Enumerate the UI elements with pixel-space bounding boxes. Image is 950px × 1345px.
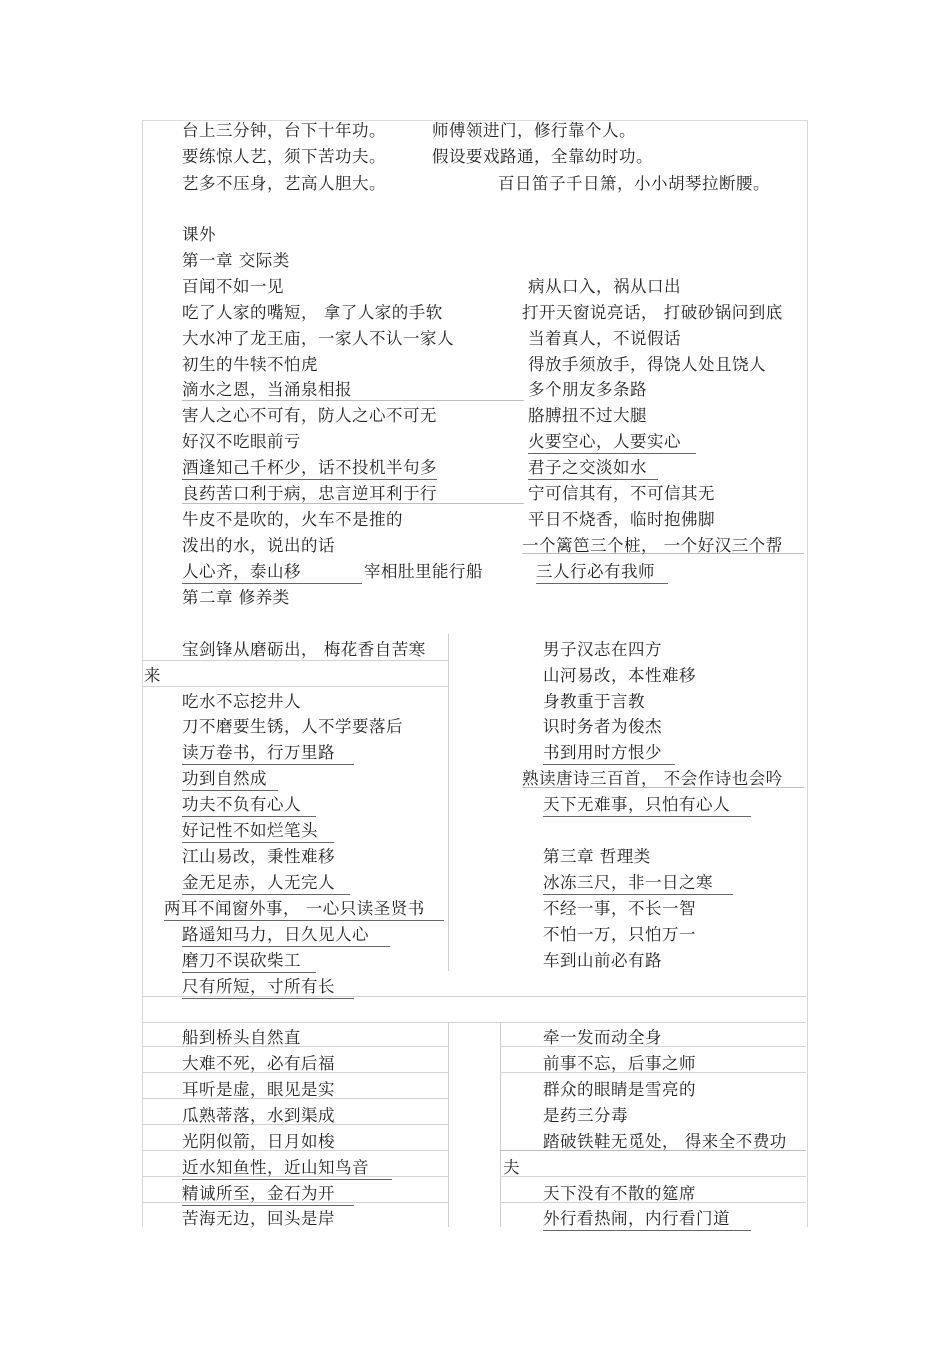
proverb: 良药苦口利于病，忠言逆耳利于行 [182, 484, 437, 503]
proverb: 车到山前必有路 [543, 951, 662, 970]
proverb: 好汉不吃眼前亏 [182, 432, 301, 451]
proverb: 尺有所短，寸所有长 [182, 977, 354, 999]
proverb: 吃了人家的嘴短， 拿了人家的手软 [182, 303, 443, 322]
proverb: 天下无难事，只怕有心人 [543, 795, 751, 817]
proverb: 火要空心，人要实心 [528, 432, 696, 454]
proverb: 冰冻三尺，非一日之寒 [543, 873, 733, 895]
proverb: 牵一发而动全身 [543, 1028, 662, 1047]
proverb: 酒逢知己千杯少，话不投机半句多 [182, 458, 437, 480]
proverb: 功夫不负有心人 [182, 795, 316, 817]
proverb: 天下没有不散的筵席 [543, 1184, 696, 1203]
chapter-title: 第二章 修养类 [182, 588, 290, 607]
proverb: 多个朋友多条路 [528, 380, 647, 399]
proverb: 人心齐，泰山移 [182, 562, 362, 584]
divider [500, 1176, 806, 1177]
proverb: 泼出的水，说出的话 [182, 536, 335, 555]
divider [142, 1022, 806, 1023]
proverb: 百闻不如一见 [182, 277, 284, 296]
proverb: 初生的牛犊不怕虎 [182, 355, 318, 374]
proverb: 滴水之恩，当涌泉相报 [182, 380, 352, 399]
text-line: 百日笛子千日箫，小小胡琴拉断腰。 [498, 174, 770, 193]
proverb: 是药三分毒 [543, 1106, 628, 1125]
proverb: 君子之交淡如水 [528, 458, 658, 480]
proverb: 读万卷书，行万里路 [182, 743, 354, 765]
proverb: 大难不死，必有后福 [182, 1054, 335, 1073]
proverb: 金无足赤，人无完人 [182, 873, 350, 895]
section-label: 课外 [182, 225, 216, 244]
text-line: 要练惊人艺，须下苦功夫。 [182, 147, 386, 166]
proverb: 外行看热闹，内行看门道 [543, 1209, 751, 1231]
proverb: 不怕一万，只怕万一 [543, 925, 696, 944]
proverb: 平日不烧香，临时抱佛脚 [528, 510, 715, 529]
proverb: 精诚所至，金石为开 [182, 1184, 354, 1206]
proverb: 苦海无边，回头是岸 [182, 1209, 335, 1228]
proverb: 得放手须放手，得饶人处且饶人 [528, 355, 766, 374]
divider [448, 1022, 449, 1227]
proverb: 磨刀不误砍柴工 [182, 951, 316, 973]
proverb: 病从口入，祸从口出 [528, 277, 681, 296]
proverb: 吃水不忘挖井人 [182, 692, 301, 711]
proverb: 识时务者为俊杰 [543, 717, 662, 736]
proverb: 书到用时方恨少 [543, 743, 675, 765]
proverb: 好记性不如烂笔头 [182, 821, 334, 843]
divider [142, 686, 448, 687]
proverb: 宰相肚里能行船 [364, 562, 483, 581]
text-line: 艺多不压身，艺高人胆大。 [182, 174, 386, 193]
proverb: 宝剑锋从磨砺出， 梅花香自苦寒 [182, 640, 426, 659]
proverb: 打开天窗说亮话， 打破砂锅问到底 [522, 303, 783, 322]
proverb: 江山易改，秉性难移 [182, 847, 335, 866]
divider [182, 400, 524, 401]
proverb: 宁可信其有，不可信其无 [528, 484, 715, 503]
proverb: 踏破铁鞋无觅处， 得来全不费功 [543, 1132, 787, 1151]
divider [142, 660, 448, 661]
proverb: 一个篱笆三个桩， 一个好汉三个帮 [522, 536, 783, 555]
proverb: 前事不忘，后事之师 [543, 1054, 696, 1073]
proverb: 来 [144, 666, 161, 685]
text-line: 假设要戏路通，全靠幼时功。 [432, 147, 653, 166]
proverb: 路遥知马力，日久见人心 [182, 925, 390, 947]
proverb: 三人行必有我师 [536, 562, 668, 584]
proverb: 身教重于言教 [543, 692, 645, 711]
proverb: 耳听是虚，眼见是实 [182, 1080, 335, 1099]
divider [500, 1022, 501, 1227]
proverb: 胳膊扭不过大腿 [528, 406, 647, 425]
proverb: 熟读唐诗三百首， 不会作诗也会吟 [522, 769, 783, 788]
proverb: 男子汉志在四方 [543, 640, 662, 659]
proverb: 船到桥头自然直 [182, 1028, 301, 1047]
proverb: 山河易改，本性难移 [543, 666, 696, 685]
proverb: 群众的眼睛是雪亮的 [543, 1080, 696, 1099]
proverb: 功到自然成 [182, 769, 278, 791]
proverb: 不经一事，不长一智 [543, 899, 696, 918]
chapter-title: 第三章 哲理类 [543, 847, 651, 866]
divider [448, 634, 449, 971]
text-line: 台上三分钟，台下十年功。 [182, 121, 386, 140]
proverb: 近水知鱼性，近山知鸟音 [182, 1158, 392, 1180]
chapter-title: 第一章 交际类 [182, 251, 290, 270]
proverb: 瓜熟蒂落，水到渠成 [182, 1106, 335, 1125]
proverb: 两耳不闻窗外事， 一心只读圣贤书 [164, 899, 444, 921]
proverb: 光阴似箭，日月如梭 [182, 1132, 335, 1151]
proverb: 牛皮不是吹的，火车不是推的 [182, 510, 403, 529]
proverb: 大水冲了龙王庙，一家人不认一家人 [182, 329, 454, 348]
proverb: 夫 [503, 1158, 520, 1177]
text-line: 师傅领进门，修行靠个人。 [432, 121, 636, 140]
proverb: 刀不磨要生锈，人不学要落后 [182, 717, 403, 736]
proverb: 当着真人，不说假话 [528, 329, 681, 348]
proverb: 害人之心不可有，防人之心不可无 [182, 406, 437, 425]
